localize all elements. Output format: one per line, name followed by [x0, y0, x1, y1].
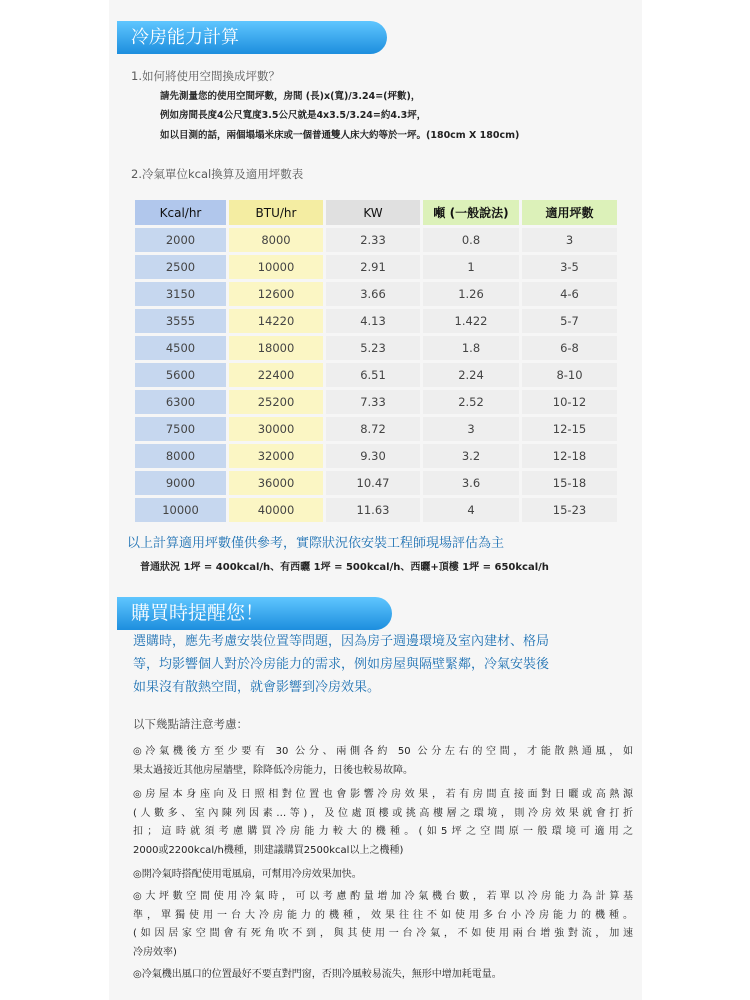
header-ton: 噸 (一般說法)	[423, 200, 519, 225]
header-kcal: Kcal/hr	[135, 200, 226, 225]
cell-kw: 4.13	[326, 309, 420, 333]
points-lead: 以下幾點請注意考慮：	[133, 717, 248, 731]
cell-ton: 3.2	[423, 444, 519, 468]
intro-line: 選購時，應先考慮安裝位置等問題，因為房子週邊環境及室內建材、格局	[133, 634, 550, 649]
cell-btu: 32000	[229, 444, 323, 468]
cell-kcal: 6300	[135, 390, 226, 414]
q1-line: 如以目測的話，兩個塌塌米床或一個普通雙人床大約等於一坪。(180cm X 180cm)	[160, 130, 520, 141]
cell-kcal: 5600	[135, 363, 226, 387]
point-4	[133, 888, 633, 963]
cell-ping: 15-18	[522, 471, 617, 495]
cell-ping: 12-18	[522, 444, 617, 468]
cell-kw: 3.66	[326, 282, 420, 306]
cell-ping: 6-8	[522, 336, 617, 360]
table-row	[135, 498, 617, 522]
table-row	[135, 390, 617, 414]
cell-ping: 3-5	[522, 255, 617, 279]
cell-kw: 8.72	[326, 417, 420, 441]
point-line: (人數多、室內陳列因素…等)，及位處頂樓或挑高樓層之環境，則冷房效果就會打折	[133, 807, 633, 819]
intro-line: 等，均影響個人對於冷房能力的需求，例如房屋與隔壁緊鄰，冷氣安裝後	[133, 657, 550, 672]
cell-btu: 12600	[229, 282, 323, 306]
cell-kcal: 2500	[135, 255, 226, 279]
condition-note: 普通狀況 1坪 = 400kcal/h、有西曬 1坪 = 500kcal/h、西曬+頂樓 1坪 = 650kcal/h	[140, 562, 549, 573]
cell-kw: 6.51	[326, 363, 420, 387]
section-title-purchase-tips: 購買時提醒您！	[117, 597, 392, 630]
q1-heading: 1.如何將使用空間換成坪數？	[131, 69, 280, 83]
point-line: (如因居家空間會有死角吹不到，與其使用一台冷氣，不如使用兩台增強對流，加速	[133, 928, 633, 940]
point-line: ◎房屋本身座向及日照相對位置也會影響冷房效果，若有房間直接面對日曬或高熱源	[133, 789, 633, 800]
cell-ping: 15-23	[522, 498, 617, 522]
table-header-row	[135, 200, 617, 225]
cell-ton: 3.6	[423, 471, 519, 495]
point-line: ◎冷氣機出風口的位置最好不要直對門窗，否則冷風較易流失，無形中增加耗電量。	[133, 969, 502, 980]
q1-line: 例如房間長度4公尺寬度3.5公尺就是4x3.5/3.24=約4.3坪，	[160, 110, 427, 121]
cell-kw: 2.33	[326, 228, 420, 252]
q1-line: 請先測量您的使用空間坪數，房間 (長)x(寬)/3.24=(坪數)，	[160, 91, 421, 102]
table-row	[135, 228, 617, 252]
cell-ton: 4	[423, 498, 519, 522]
cell-ping: 3	[522, 228, 617, 252]
cell-ton: 1.8	[423, 336, 519, 360]
table-row	[135, 336, 617, 360]
point-line: 準，單獨使用一台大冷房能力的機種，效果往往不如使用多台小冷房能力的機種。	[133, 909, 633, 921]
q2-heading: 2.冷氣單位kcal換算及適用坪數表	[131, 167, 304, 181]
point-5	[133, 966, 633, 985]
cell-kcal: 10000	[135, 498, 226, 522]
cell-btu: 18000	[229, 336, 323, 360]
table-row	[135, 444, 617, 468]
cell-ton: 1.422	[423, 309, 519, 333]
point-3	[133, 866, 633, 885]
cell-btu: 40000	[229, 498, 323, 522]
cell-ton: 0.8	[423, 228, 519, 252]
cell-ton: 2.52	[423, 390, 519, 414]
cell-ping: 4-6	[522, 282, 617, 306]
cell-kcal: 8000	[135, 444, 226, 468]
cell-btu: 30000	[229, 417, 323, 441]
intro-paragraph	[133, 630, 633, 699]
reference-note: 以上計算適用坪數僅供參考，實際狀況依安裝工程師現場評估為主	[127, 536, 505, 551]
table-row	[135, 309, 617, 333]
point-line: ◎開冷氣時搭配使用電風扇，可幫用冷房效果加快。	[133, 869, 362, 880]
cell-ping: 12-15	[522, 417, 617, 441]
point-1	[133, 743, 633, 780]
header-kw: KW	[326, 200, 420, 225]
table-row	[135, 471, 617, 495]
cell-kw: 5.23	[326, 336, 420, 360]
cell-ping: 5-7	[522, 309, 617, 333]
header-ping: 適用坪數	[522, 200, 617, 225]
cell-kw: 11.63	[326, 498, 420, 522]
table-body	[135, 228, 617, 522]
cell-ton: 2.24	[423, 363, 519, 387]
cell-btu: 10000	[229, 255, 323, 279]
point-2	[133, 786, 633, 861]
point-line: 果太過接近其他房屋牆壁，除降低冷房能力，日後也較易故障。	[133, 764, 413, 776]
cell-kw: 2.91	[326, 255, 420, 279]
header-btu: BTU/hr	[229, 200, 323, 225]
cell-ton: 1	[423, 255, 519, 279]
cell-ton: 1.26	[423, 282, 519, 306]
conversion-table	[132, 197, 620, 525]
cell-kcal: 3150	[135, 282, 226, 306]
cell-btu: 36000	[229, 471, 323, 495]
cell-btu: 25200	[229, 390, 323, 414]
cell-kw: 7.33	[326, 390, 420, 414]
cell-btu: 8000	[229, 228, 323, 252]
cell-kcal: 9000	[135, 471, 226, 495]
cell-kcal: 7500	[135, 417, 226, 441]
cell-kw: 9.30	[326, 444, 420, 468]
cell-kcal: 4500	[135, 336, 226, 360]
cell-kcal: 3555	[135, 309, 226, 333]
table-row	[135, 282, 617, 306]
table-row	[135, 255, 617, 279]
cell-ping: 8-10	[522, 363, 617, 387]
cell-btu: 22400	[229, 363, 323, 387]
table-row	[135, 363, 617, 387]
cell-btu: 14220	[229, 309, 323, 333]
cell-ping: 10-12	[522, 390, 617, 414]
intro-line: 如果沒有散熱空間，就會影響到冷房效果。	[133, 680, 381, 695]
point-line: 冷房效率)	[133, 947, 177, 959]
point-line: ◎冷氣機後方至少要有 30 公分、兩側各約 50 公分左右的空間，才能散熱通風，如	[133, 746, 633, 757]
point-line: 2000或2200kcal/h機種，則建議購買2500kcal以上之機種)	[133, 845, 404, 857]
table-row	[135, 417, 617, 441]
point-line: 扣；這時就須考慮購買冷房能力較大的機種。(如5坪之空間原一般環境可適用之	[133, 826, 633, 838]
cell-ton: 3	[423, 417, 519, 441]
cell-kcal: 2000	[135, 228, 226, 252]
section-title-cooling-calc: 冷房能力計算	[117, 21, 387, 54]
cell-kw: 10.47	[326, 471, 420, 495]
point-line: ◎大坪數空間使用冷氣時，可以考慮酌量增加冷氣機台數，若單以冷房能力為計算基	[133, 891, 633, 902]
